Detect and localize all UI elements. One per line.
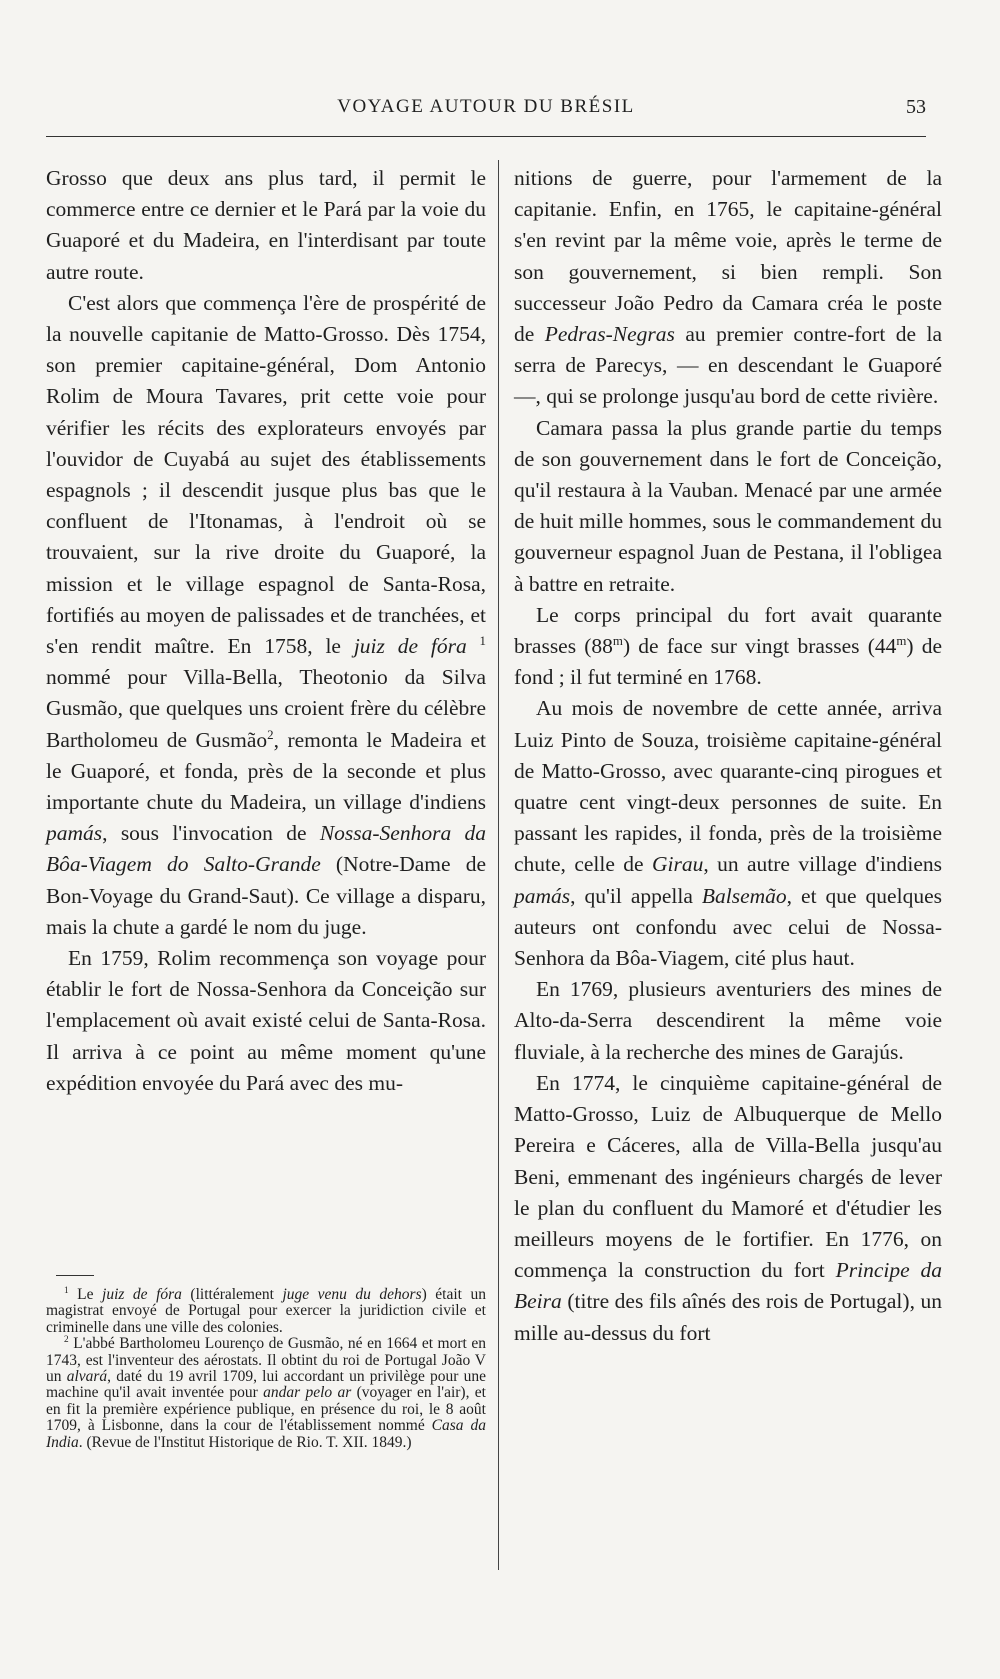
footnotes [46,1287,486,1451]
page-number: 53 [906,96,926,118]
footnote-ref: 1 [479,633,486,648]
header-rule [46,136,926,137]
paragraph: Au mois de novembre de cette année, arriva Luiz Pinto de Souza, troisième capitaine-général de Matto-Grosso, avec quarante-cinq pirogues et quatre cent vingt-deux personnes de suite. En passant les rapides, il fonda, près de la troisième chute, celle de Girau, un autre village d'indiens pamás, qu'il appella Balsemão, et que quelques auteurs ont confondu avec celui de Nossa-Senhora da Bôa-Viagem, cité plus haut. [514,696,942,971]
paragraph: En 1759, Rolim recommença son voyage pour établir le fort de Nossa-Senhora da Conceição sur l'emplacement où avait existé celui de Santa-Rosa. Il arriva à ce point au même moment qu'une expédition envoyée du Pará avec des mu- [46,946,486,1095]
paragraph: Le corps principal du fort avait quarante brasses (88$^m$) de face sur vingt brasses (44$^m$) de fond ; il fut terminé en 1768. [514,602,942,690]
paragraph: En 1769, plusieurs aventuriers des mines de Alto-da-Serra descendirent la même voie fluviale, à la recherche des mines de Garajús. [514,977,942,1064]
footnote-1: $^1$ Le juiz de fóra (littéralement juge venu du dehors) était un magistrat envoyé de Portugal pour exercer la juridiction civile et criminelle dans une ville des colonies. [46,1285,486,1336]
right-column [514,163,942,1349]
column-divider [498,160,499,1570]
paragraph: Grosso que deux ans plus tard, il permit le commerce entre ce dernier et le Pará par la voie du Guaporé et du Madeira, en l'interdisant par toute autre route. [46,166,486,284]
footnote-ref: 2 [267,727,274,742]
footnote-rule [56,1275,94,1276]
left-column [46,163,486,1099]
paragraph: En 1774, le cinquième capitaine-général de Matto-Grosso, Luiz de Albuquerque de Mello Pereira e Cáceres, alla de Villa-Bella jusqu'au Beni, emmenant des ingénieurs chargés de lever le plan du confluent du Mamoré et d'étudier les meilleurs moyens de le fortifier. En 1776, on commença la construction du fort Principe da Beira (titre des fils aînés des rois de Portugal), un mille au-dessus du fort [514,1070,942,1345]
running-title: VOYAGE AUTOUR DU BRÉSIL [337,96,635,117]
footnote-2: $^2$ L'abbé Bartholomeu Lourenço de Gusmão, né en 1664 et mort en 1743, est l'inventeur des aérostats. Il obtint du roi de Portugal João V un alvará, daté du 19 avril 1709, lui accordant un privilège pour une machine qu'il avait inventée pour andar pelo ar (voyager en l'air), et en fit la première expérience publique, en présence du roi, le 8 août 1709, à Lisbonne, dans la cour de l'établissement nommé Casa da India. (Revue de l'Institut Historique de Rio. T. XII. 1849.) [46,1335,487,1451]
running-head [46,92,926,122]
paragraph: nitions de guerre, pour l'armement de la capitanie. Enfin, en 1765, le capitaine-général s'en revint par la même voie, après le terme de son gouvernement, si bien rempli. Son successeur João Pedro da Camara créa le poste de Pedras-Negras au premier contre-fort de la serra de Parecys, — en descendant le Guaporé —, qui se prolonge jusqu'au bord de cette rivière. [514,166,942,409]
paragraph: C'est alors que commença l'ère de prospérité de la nouvelle capitanie de Matto-Grosso. Dès 1754, son premier capitaine-général, Dom Antonio Rolim de Moura Tavares, prit cette voie pour vérifier les récits des explorateurs envoyés par l'ouvidor de Cuyabá au sujet des établissements espagnols ; il descendit jusque plus bas que le confluent de l'Itonamas, à l'endroit où se trouvaient, sur la rive droite du Guaporé, la mission et le village espagnol de Santa-Rosa, fortifiés au moyen de palissades et de tranchées, et s'en rendit maître. En 1758, le juiz de fóra $^1$ nommé pour Villa-Bella, Theotonio da Silva Gusmão, que quelques uns croient frère du célèbre Bartholomeu de Gusmão$^2$, remonta le Madeira et le Guaporé, et fonda, près de la seconde et plus importante chute du Madeira, un village d'indiens pamás, sous l'invocation de Nossa-Senhora da Bôa-Viagem do Salto-Grande (Notre-Dame de Bon-Voyage du Grand-Saut). Ce village a disparu, mais la chute a gardé le nom du juge. [46,290,487,939]
paragraph: Camara passa la plus grande partie du temps de son gouvernement dans le fort de Conceição, qu'il restaura à la Vauban. Menacé par une armée de huit mille hommes, sous le commandement du gouverneur espagnol Juan de Pestana, il l'obligea à battre en retraite. [514,415,942,596]
